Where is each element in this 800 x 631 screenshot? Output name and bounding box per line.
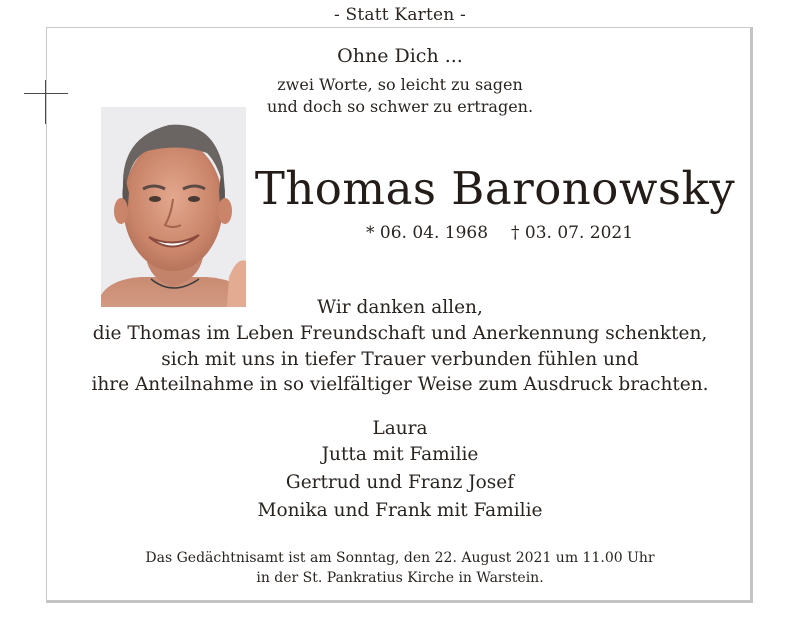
- family-member-1: Laura: [372, 418, 428, 439]
- deceased-name: Thomas Baronowsky: [254, 162, 736, 215]
- cross-horizontal-bar: [24, 93, 68, 94]
- portrait-photo: [101, 107, 246, 307]
- portrait-illustration: [101, 107, 246, 307]
- poem-line-1: Ohne Dich ...: [337, 45, 463, 67]
- thanks-line-3: sich mit uns in tiefer Trauer verbunden fühlen und: [161, 349, 639, 370]
- thanks-line-1: Wir danken allen,: [317, 297, 483, 318]
- family-member-2: Jutta mit Familie: [321, 444, 479, 465]
- thanks-line-2: die Thomas im Leben Freundschaft und Anerkennung schenkten,: [92, 323, 708, 344]
- header-text: - Statt Karten -: [326, 5, 474, 25]
- service-line-2: in der St. Pankratius Kirche in Warstein.: [256, 570, 544, 586]
- cross-icon: [24, 80, 68, 124]
- thanks-line-4: ihre Anteilnahme in so vielfältiger Weise zum Ausdruck brachten.: [91, 374, 709, 395]
- poem-line-3: und doch so schwer zu ertragen.: [266, 97, 534, 116]
- service-line-1: Das Gedächtnisamt ist am Sonntag, den 22. August 2021 um 11.00 Uhr: [145, 550, 655, 566]
- cross-vertical-bar: [45, 80, 46, 124]
- header-statt-karten: [0, 5, 800, 25]
- death-date: † 03. 07. 2021: [511, 223, 634, 243]
- family-member-4: Monika und Frank mit Familie: [257, 500, 543, 521]
- birth-date: * 06. 04. 1968: [366, 223, 489, 243]
- poem-line-2: zwei Worte, so leicht zu sagen: [277, 75, 523, 94]
- family-member-3: Gertrud und Franz Josef: [285, 472, 515, 493]
